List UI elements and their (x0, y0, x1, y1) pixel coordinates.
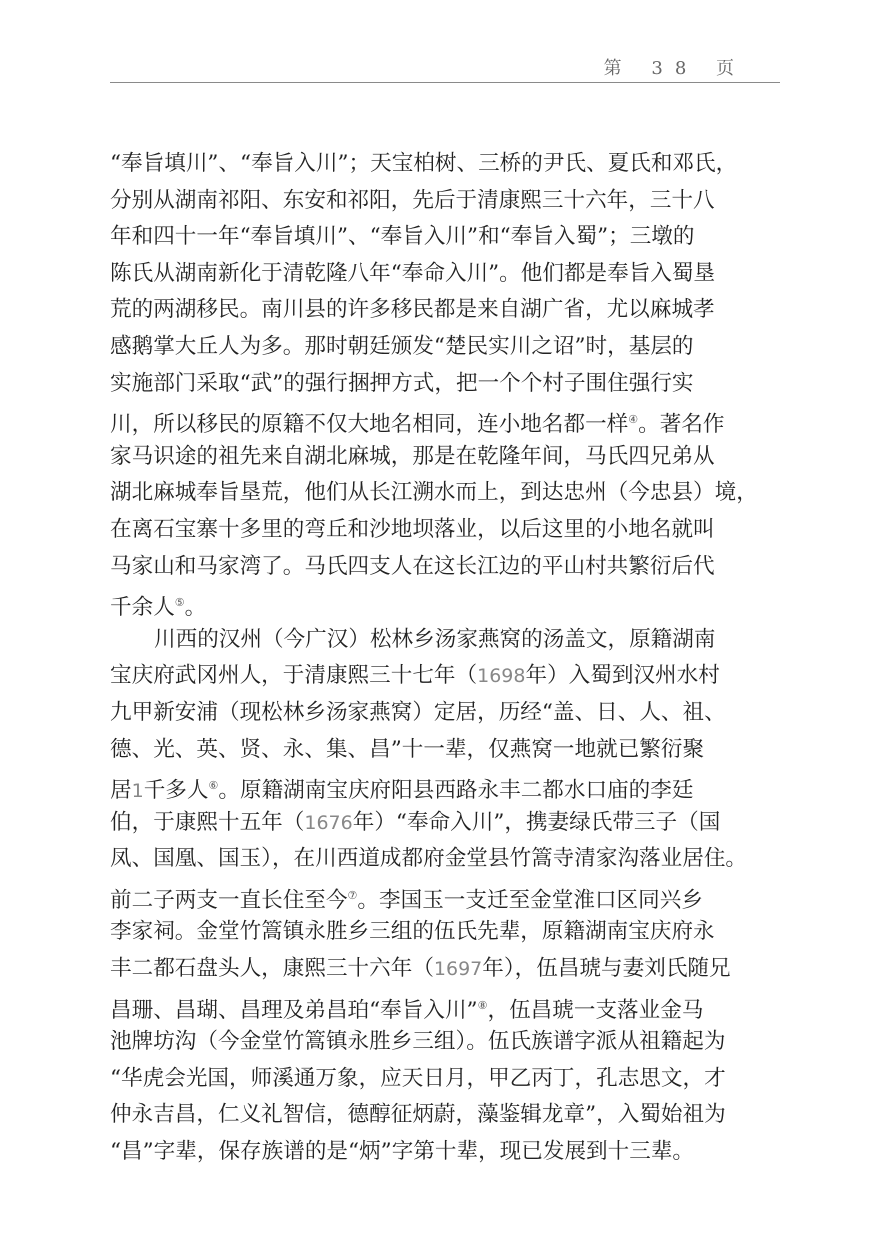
text-line (110, 146, 782, 183)
text-line (110, 292, 782, 329)
text-segment: 实施部门采取“武”的强行捆押方式，把一个个村子围住强行实 (110, 370, 694, 396)
footnote-marker: ④ (628, 413, 639, 427)
text-segment: 年和四十一年“奉旨填川”、“奉旨入川”和“奉旨入蜀”；三墩的 (110, 224, 695, 250)
text-line (110, 1024, 782, 1061)
year-number: 1698 (477, 665, 526, 688)
text-segment: 家马识途的祖先来自湖北麻城，那是在乾隆年间，马氏四兄弟从 (110, 443, 715, 469)
text-segment: 。李国玉一支迁至金堂淮口区同兴乡 (357, 888, 703, 914)
text-segment: 宝庆府武冈州人，于清康熙三十七年（ (110, 663, 478, 689)
text-segment: 丰二都石盘头人，康熙三十六年（ (110, 956, 434, 982)
text-line (110, 183, 782, 220)
text-line (110, 549, 782, 586)
text-segment: 。 (184, 595, 207, 621)
text-segment: 。著名作 (638, 412, 725, 438)
text-segment: “奉旨填川”、“奉旨入川”；天宝柏树、三桥的尹氏、夏氏和邓氏， (110, 151, 738, 176)
text-line (110, 512, 782, 549)
text-line (110, 219, 782, 256)
text-line (110, 402, 782, 439)
text-segment: 仲永吉昌，仁义礼智信，德醇征炳蔚，藻鉴辑龙章”，入蜀始祖为 (110, 1102, 726, 1128)
text-segment: 。原籍湖南宝庆府阳县西路永丰二都水口庙的李廷 (218, 778, 694, 804)
text-line (110, 1061, 782, 1098)
footnote-marker: ⑥ (208, 779, 219, 793)
text-line (110, 439, 782, 476)
text-segment: 年），伍昌琥与妻刘氏随兄 (482, 956, 731, 982)
text-segment: 荒的两湖移民。南川县的许多移民都是来自湖广省，尤以麻城孝 (110, 297, 715, 323)
text-line (110, 475, 782, 512)
text-line (110, 805, 782, 842)
text-segment: ，伍昌琥一支落业金马 (487, 997, 704, 1023)
text-segment: 感鹅掌大丘人为多。那时朝廷颁发“楚民实川之诏”时，基层的 (110, 333, 694, 359)
text-line (110, 366, 782, 403)
text-segment: 九甲新安浦（现松林乡汤家燕窝）定居，历经“盖、日、人、祖、 (110, 699, 726, 725)
text-segment: 年）入蜀到汉州水村 (525, 663, 720, 689)
text-segment: 凤、国凰、国玉），在川西道成都府金堂县竹篙寺清家沟落业居住。 (110, 846, 748, 872)
text-line (110, 841, 782, 878)
text-segment: 川，所以移民的原籍不仅大地名相同，连小地名都一样 (110, 412, 629, 438)
text-segment: 分别从湖南祁阳、东安和祁阳，先后于清康熙三十六年，三十八 (110, 187, 715, 213)
text-segment: 千多人 (143, 778, 209, 804)
text-segment: 池牌坊沟（今金堂竹篙镇永胜乡三组）。伍氏族谱字派从祖籍起为 (110, 1029, 726, 1055)
text-line (110, 988, 782, 1025)
text-line (110, 256, 782, 293)
text-line (110, 768, 782, 805)
text-line (110, 695, 782, 732)
text-segment: 陈氏从湖南新化于清乾隆八年“奉命入川”。他们都是奉旨入蜀垦 (110, 260, 716, 286)
text-line (110, 732, 782, 769)
page-number: 第 38 页 (603, 58, 746, 79)
text-line (110, 951, 782, 988)
text-segment: 川西的汉州（今广汉）松林乡汤家燕窝的汤盖文，原籍湖南 (154, 626, 716, 652)
text-line (110, 1134, 782, 1171)
paragraph-first-line (110, 622, 782, 659)
text-line (110, 585, 782, 622)
text-line (110, 914, 782, 951)
year-number: 1676 (304, 811, 353, 834)
text-line (110, 878, 782, 915)
text-segment: 伯，于康熙十五年（ (110, 809, 305, 835)
text-segment: 昌珊、昌瑚、昌理及弟昌珀“奉旨入川” (110, 997, 478, 1023)
text-segment: 年）“奉命入川”，携妻绿氏带三子（国 (352, 809, 721, 835)
text-line (110, 658, 782, 695)
text-line (110, 1097, 782, 1134)
text-segment: 马家山和马家湾了。马氏四支人在这长江边的平山村共繁衍后代 (110, 553, 715, 579)
text-segment: 前二子两支一直长住至今 (110, 888, 348, 914)
text-segment: 李家祠。金堂竹篙镇永胜乡三组的伍氏先辈，原籍湖南宝庆府永 (110, 919, 715, 945)
year-number: 1 (131, 780, 144, 803)
text-segment: 德、光、英、贤、永、集、昌”十一辈，仅燕窝一地就已繁衍聚 (110, 736, 705, 762)
footnote-marker: ⑦ (347, 888, 358, 902)
year-number: 1697 (433, 958, 483, 981)
text-segment: 在离石宝寨十多里的弯丘和沙地坝落业，以后这里的小地名就叫 (110, 516, 715, 542)
page-header (110, 52, 780, 83)
footnote-marker: ⑧ (477, 998, 488, 1012)
text-segment: “昌”字辈，保存族谱的是“炳”字第十辈，现已发展到十三辈。 (110, 1139, 695, 1165)
text-segment: 千余人 (110, 595, 175, 621)
footnote-marker: ⑤ (174, 596, 185, 610)
text-segment: “华虎会光国，师溪通万象，应天日月，甲乙丙丁，孔志思文，才 (110, 1065, 726, 1091)
body-text (110, 146, 782, 1171)
text-line (110, 329, 782, 366)
text-segment: 居 (110, 778, 132, 804)
text-segment: 湖北麻城奉旨垦荒，他们从长江溯水而上，到达忠州（今忠县）境， (110, 480, 758, 506)
